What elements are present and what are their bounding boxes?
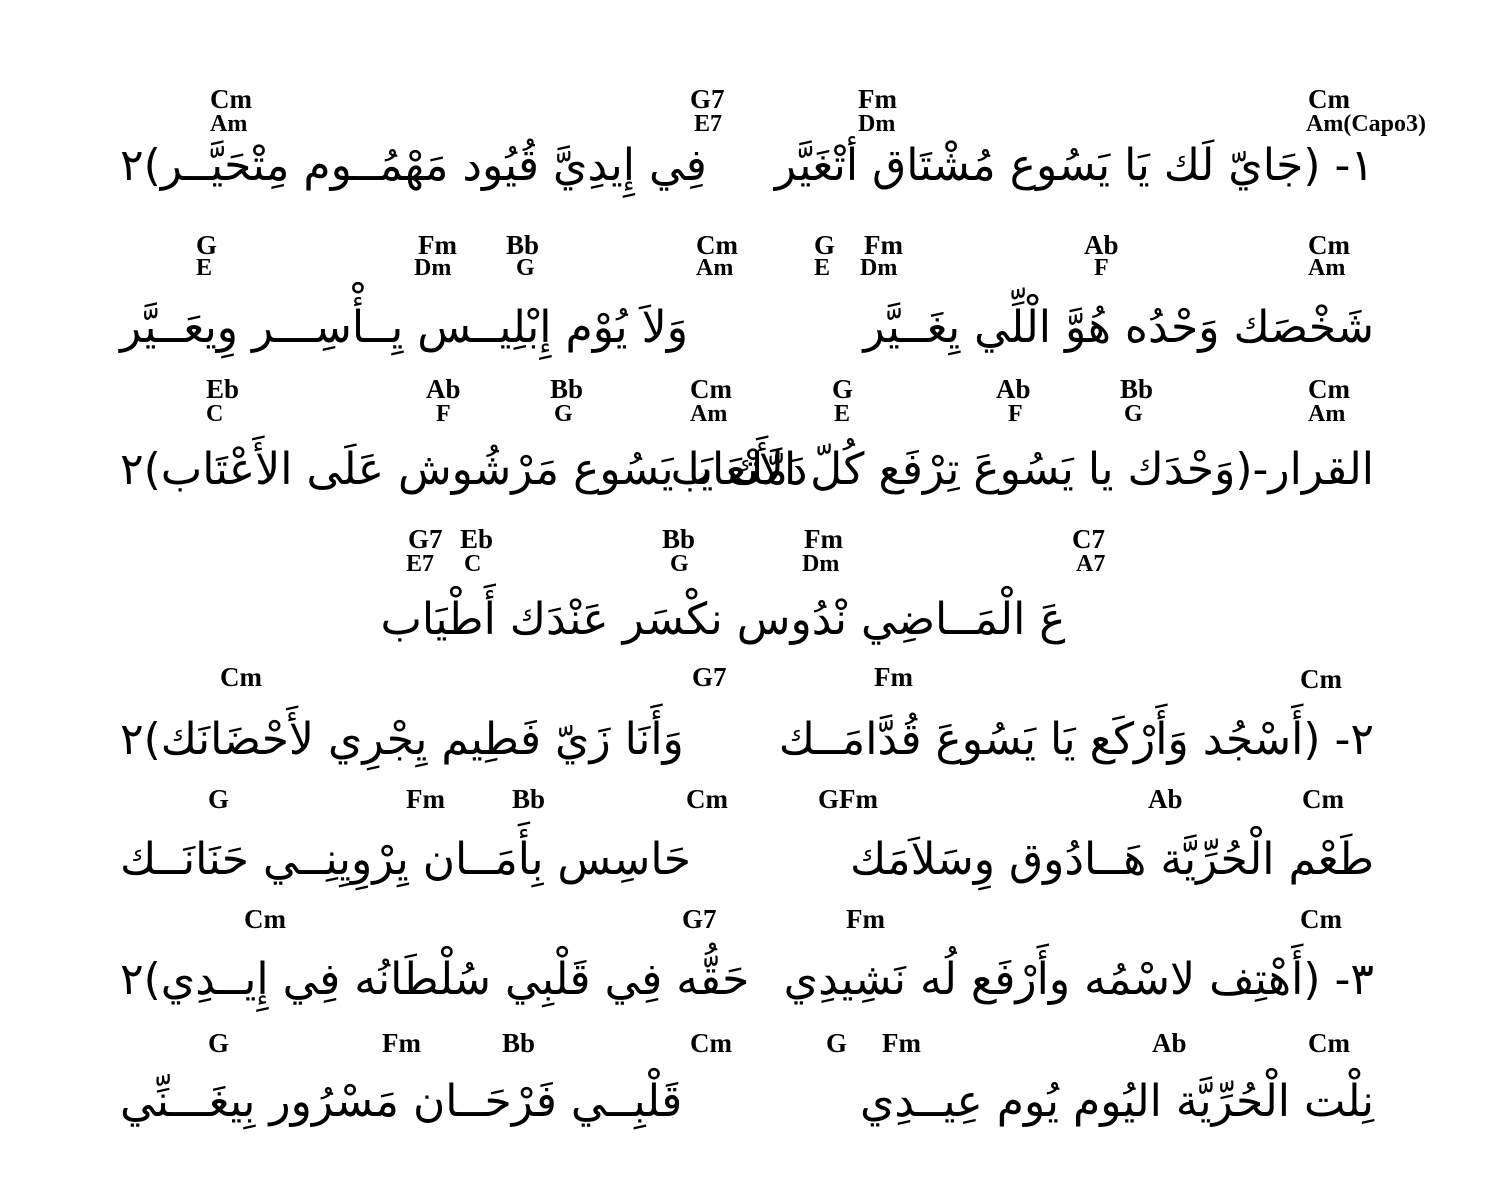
chord: Fm	[382, 1028, 421, 1058]
chord: Cm	[220, 662, 262, 692]
lyric-left: فِي إِيدِيَّ قُيُود مَهْمُــوم مِتْحَيَّــر)٢	[120, 140, 707, 191]
chord: Bb	[506, 230, 540, 260]
chord-capo: F	[1008, 401, 1023, 427]
chord-capo: E	[814, 255, 831, 281]
chord: Cm	[690, 1028, 732, 1058]
chord-capo: G	[516, 255, 535, 281]
chord: Fm	[406, 784, 445, 814]
chord-capo: G	[554, 401, 573, 427]
chord: G	[814, 230, 836, 260]
chord: Fm	[418, 230, 457, 260]
chord-capo: A7	[1076, 551, 1106, 577]
lyric-right: ٣- (أَهْتِف لاسْمُه وأَرْفَع لُه نَشِيدِي	[783, 954, 1374, 1005]
chord: Cm	[1308, 84, 1350, 114]
lyric-right: شَخْصَك وَحْدُه هُوَّ الْلِّي يِغَــيَّر	[863, 302, 1374, 353]
lyric-right: القرار-(وَحْدَك يا يَسُوعَ تِرْفَع كُلّ الأَتْعَاب	[670, 444, 1374, 495]
lyric-right: طَعْم الْحُرِّيَّة هَــادُوق وِسَلاَمَك	[849, 834, 1374, 885]
chord: Ab	[996, 374, 1031, 404]
lyric-left: حَاسِس بِأَمَــان يِرْوِيِنِــي حَنَانَــك	[120, 834, 691, 885]
chord: Cm	[244, 904, 286, 934]
chord: G	[208, 784, 230, 814]
chord: Cm	[686, 784, 728, 814]
chord-capo: Am	[1308, 255, 1346, 281]
chord-capo: F	[436, 401, 451, 427]
chord: Ab	[1148, 784, 1183, 814]
chord: G7	[682, 904, 717, 934]
chord-capo: Dm	[858, 111, 896, 137]
chord: Fm	[858, 84, 897, 114]
chord-capo: Dm	[414, 255, 452, 281]
chord: G	[832, 374, 854, 404]
chord: G7	[408, 524, 443, 554]
chord: Fm	[882, 1028, 921, 1058]
chord-capo: Am(Capo3)	[1306, 111, 1426, 137]
chord-capo: Dm	[860, 255, 898, 281]
lyric-right: نِلْت الْحُرِّيَّة اليُوم يُوم عِيــدِي	[859, 1076, 1374, 1127]
lyric-left: وَأَنَا زَيّ فَطِيم يِجْرِي لأَحْضَانَك)٢	[120, 714, 684, 765]
chord-capo: Dm	[802, 551, 840, 577]
chord: Bb	[502, 1028, 536, 1058]
chord: Bb	[1120, 374, 1154, 404]
chord: Cm	[1300, 904, 1342, 934]
chord-capo: F	[1094, 255, 1109, 281]
chord: Fm	[864, 230, 903, 260]
chord-capo: Am	[696, 255, 734, 281]
chord: GFm	[818, 784, 878, 814]
chord-capo: G	[670, 551, 689, 577]
chord: Eb	[206, 374, 240, 404]
chord: Eb	[460, 524, 494, 554]
chord: Ab	[1152, 1028, 1187, 1058]
chord: Fm	[804, 524, 843, 554]
chord: Fm	[846, 904, 885, 934]
chord: G	[196, 230, 218, 260]
chord: G7	[692, 662, 727, 692]
chord: G7	[690, 84, 725, 114]
lyric-left: وَلاَ يُوْم إِبْلِيــس يِــأْسِـــر وِيعَــيَّر	[120, 302, 689, 353]
chord: Cm	[210, 84, 252, 114]
chord-capo: E	[196, 255, 213, 281]
chord: Cm	[1300, 664, 1342, 694]
chord: G	[826, 1028, 848, 1058]
chord: Bb	[662, 524, 696, 554]
chord: G	[208, 1028, 230, 1058]
chord: Ab	[1084, 230, 1119, 260]
chord-capo: E7	[694, 111, 723, 137]
chord: C7	[1072, 524, 1105, 554]
chord-capo: Am	[1308, 401, 1346, 427]
chord-capo: E7	[406, 551, 435, 577]
chord: Cm	[696, 230, 738, 260]
chord: Cm	[690, 374, 732, 404]
chord-capo: Am	[210, 111, 248, 137]
chord-capo: G	[1124, 401, 1143, 427]
lyric-left: حَقُّه فِي قَلْبِي سُلْطَانُه فِي إِيــدِي)٢	[120, 954, 750, 1005]
lyric-right: ١- (جَايّ لَك يَا يَسُوع مُشْتَاق أتْغَيَّر	[774, 140, 1374, 191]
chord: Bb	[512, 784, 546, 814]
chord-capo: C	[464, 551, 482, 577]
chord: Fm	[874, 662, 913, 692]
chord: Cm	[1308, 374, 1350, 404]
chord: Bb	[550, 374, 584, 404]
chord: Cm	[1308, 1028, 1350, 1058]
chord: Cm	[1308, 230, 1350, 260]
lyric-left: قَلْبِــي فَرْحَــان مَسْرُور بِيغَـــنِّي	[120, 1076, 683, 1127]
chord-capo: E	[834, 401, 851, 427]
chord: Cm	[1302, 784, 1344, 814]
lyric-left: دَمَّك يَا يَسُوع مَرْشُوش عَلَى الأَعْتَاب)٢	[120, 444, 808, 495]
chord-capo: Am	[690, 401, 728, 427]
chord: Ab	[426, 374, 461, 404]
lyric-center: عَ الْمَــاضِي نْدُوس نكْسَر عَنْدَك أَطْيَاب	[380, 594, 1066, 645]
chord-capo: C	[206, 401, 224, 427]
lyric-right: ٢- (أَسْجُد وَأَرْكَع يَا يَسُوعَ قُدَّامَــك	[778, 714, 1374, 765]
